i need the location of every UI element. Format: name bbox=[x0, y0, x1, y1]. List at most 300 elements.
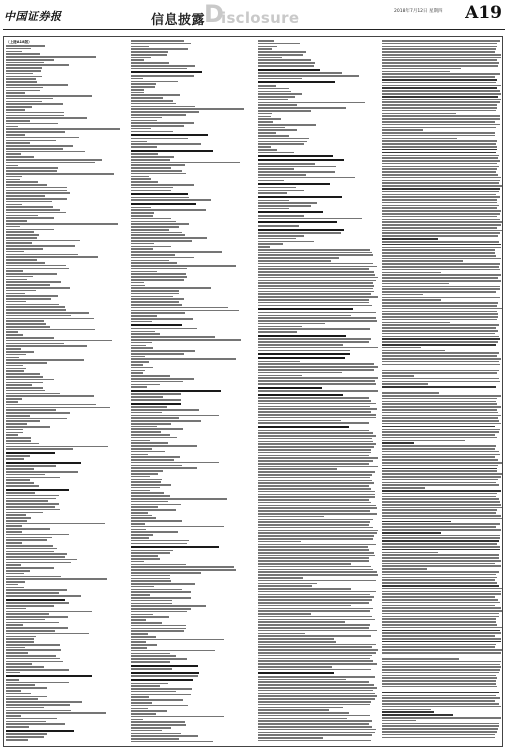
text-line bbox=[131, 203, 196, 205]
text-line bbox=[131, 290, 179, 292]
text-line bbox=[258, 257, 339, 259]
text-line bbox=[131, 668, 172, 670]
text-line bbox=[382, 57, 501, 59]
text-line bbox=[258, 505, 376, 507]
text-line bbox=[131, 312, 185, 314]
text-line bbox=[131, 733, 181, 735]
text-line bbox=[382, 395, 501, 397]
text-line bbox=[131, 251, 222, 253]
text-line bbox=[258, 344, 343, 346]
text-line bbox=[131, 164, 185, 166]
text-line bbox=[258, 530, 378, 532]
text-line bbox=[6, 528, 50, 530]
text-line bbox=[131, 434, 170, 436]
text-line bbox=[131, 226, 179, 228]
text-line bbox=[6, 512, 43, 514]
text-line bbox=[382, 437, 497, 439]
text-line bbox=[382, 635, 495, 637]
text-line bbox=[382, 381, 500, 383]
text-line bbox=[382, 168, 497, 170]
text-line bbox=[382, 669, 500, 671]
text-line bbox=[382, 370, 499, 372]
text-line bbox=[258, 260, 331, 262]
text-line bbox=[6, 726, 29, 728]
text-line bbox=[6, 573, 24, 575]
text-line bbox=[258, 541, 301, 543]
text-line bbox=[131, 454, 148, 456]
text-line bbox=[258, 132, 276, 134]
masthead bbox=[0, 0, 508, 30]
text-line bbox=[258, 174, 306, 176]
text-line bbox=[6, 373, 40, 375]
text-line bbox=[131, 378, 194, 380]
text-line bbox=[6, 636, 36, 638]
text-line bbox=[131, 529, 146, 531]
text-line bbox=[6, 723, 65, 725]
text-line bbox=[6, 379, 54, 381]
text-line bbox=[382, 280, 501, 282]
text-line bbox=[382, 191, 499, 193]
text-line bbox=[258, 143, 304, 145]
text-line bbox=[382, 291, 496, 293]
text-line bbox=[131, 705, 188, 707]
text-line bbox=[258, 357, 345, 359]
text-line bbox=[382, 560, 501, 562]
text-line bbox=[382, 445, 496, 447]
text-line bbox=[131, 501, 168, 503]
text-line bbox=[382, 412, 498, 414]
text-line bbox=[258, 546, 368, 548]
text-line bbox=[258, 93, 302, 95]
text-line bbox=[6, 179, 20, 181]
text-line bbox=[6, 187, 67, 189]
text-line bbox=[258, 676, 375, 678]
text-line bbox=[258, 535, 374, 537]
text-line bbox=[382, 664, 500, 666]
text-line bbox=[258, 249, 370, 251]
text-line bbox=[382, 59, 497, 61]
text-line bbox=[131, 675, 198, 677]
text-line bbox=[258, 460, 373, 462]
text-line bbox=[382, 420, 499, 422]
text-line bbox=[131, 484, 171, 486]
text-line bbox=[6, 489, 69, 491]
text-line bbox=[258, 452, 371, 454]
text-line bbox=[6, 429, 23, 431]
text-line bbox=[258, 190, 304, 192]
text-line bbox=[382, 260, 463, 262]
text-line bbox=[258, 113, 272, 115]
text-line bbox=[131, 399, 181, 401]
text-line bbox=[382, 207, 497, 209]
text-line bbox=[131, 114, 186, 116]
text-line bbox=[258, 271, 374, 273]
text-line bbox=[6, 368, 26, 370]
text-line bbox=[131, 162, 240, 164]
text-line bbox=[6, 644, 60, 646]
text-line bbox=[6, 301, 26, 303]
text-line bbox=[258, 387, 322, 389]
text-line bbox=[258, 624, 370, 626]
text-line bbox=[6, 624, 23, 626]
text-line bbox=[131, 653, 170, 655]
text-line bbox=[6, 251, 24, 253]
text-line bbox=[258, 666, 332, 668]
text-line bbox=[6, 64, 69, 66]
text-line bbox=[6, 198, 67, 200]
text-line bbox=[131, 625, 186, 627]
text-line bbox=[131, 268, 187, 270]
text-line bbox=[131, 683, 168, 685]
text-line bbox=[258, 124, 316, 126]
text-line bbox=[6, 534, 69, 536]
text-line bbox=[382, 182, 499, 184]
text-line bbox=[131, 81, 178, 83]
text-line bbox=[6, 440, 31, 442]
text-line bbox=[382, 720, 416, 722]
text-line bbox=[6, 498, 56, 500]
text-line bbox=[131, 339, 241, 341]
text-line bbox=[258, 127, 285, 129]
text-line bbox=[258, 149, 277, 151]
text-line bbox=[131, 181, 158, 183]
text-line bbox=[258, 729, 376, 731]
text-line bbox=[258, 732, 375, 734]
text-line bbox=[6, 226, 20, 228]
text-line bbox=[258, 715, 370, 717]
text-line bbox=[6, 395, 94, 397]
text-line bbox=[382, 709, 431, 711]
text-line bbox=[131, 630, 184, 632]
text-line bbox=[6, 323, 46, 325]
text-line bbox=[131, 523, 145, 525]
text-line bbox=[258, 690, 373, 692]
text-line bbox=[382, 386, 496, 388]
text-line bbox=[131, 456, 180, 458]
text-line bbox=[131, 94, 180, 96]
text-line bbox=[6, 531, 22, 533]
text-line bbox=[6, 304, 59, 306]
text-line bbox=[6, 231, 34, 233]
text-line bbox=[382, 454, 500, 456]
text-line bbox=[6, 148, 63, 150]
text-line bbox=[131, 296, 173, 298]
text-line bbox=[258, 681, 369, 683]
text-line bbox=[382, 717, 501, 719]
text-line bbox=[258, 718, 347, 720]
text-line bbox=[131, 100, 173, 102]
text-line bbox=[6, 87, 43, 89]
text-line bbox=[258, 426, 349, 428]
text-line bbox=[382, 389, 498, 391]
text-line bbox=[131, 504, 181, 506]
text-line bbox=[6, 387, 43, 389]
text-line bbox=[6, 51, 22, 53]
text-line bbox=[258, 51, 306, 53]
text-line bbox=[382, 462, 502, 464]
text-line bbox=[131, 531, 178, 533]
text-line bbox=[382, 110, 496, 112]
text-line bbox=[258, 383, 376, 385]
text-line bbox=[131, 304, 182, 306]
text-column-1 bbox=[6, 40, 126, 742]
text-line bbox=[258, 610, 370, 612]
text-line bbox=[6, 652, 28, 654]
text-line bbox=[131, 685, 160, 687]
text-line bbox=[382, 703, 499, 705]
text-line bbox=[131, 315, 157, 317]
text-line bbox=[382, 417, 498, 419]
text-line bbox=[131, 580, 171, 582]
text-line bbox=[382, 174, 498, 176]
text-line bbox=[258, 266, 377, 268]
text-line bbox=[6, 492, 35, 494]
text-line bbox=[6, 455, 30, 457]
text-line bbox=[382, 76, 495, 78]
text-line bbox=[131, 193, 188, 195]
text-line bbox=[382, 658, 459, 660]
section-title-en: isclosure bbox=[221, 9, 300, 27]
text-line bbox=[131, 282, 144, 284]
column-body bbox=[382, 40, 502, 738]
text-line bbox=[382, 104, 497, 106]
text-line bbox=[258, 406, 370, 408]
text-line bbox=[382, 737, 495, 739]
text-line bbox=[258, 585, 312, 587]
text-line bbox=[382, 115, 500, 117]
text-line bbox=[382, 249, 495, 251]
text-line bbox=[131, 199, 211, 201]
text-line bbox=[382, 263, 500, 265]
text-line bbox=[131, 694, 191, 696]
text-line bbox=[131, 246, 171, 248]
text-line bbox=[6, 452, 55, 454]
text-line bbox=[6, 120, 30, 122]
text-line bbox=[131, 741, 213, 742]
text-line bbox=[6, 112, 64, 114]
text-line bbox=[258, 701, 371, 703]
text-line bbox=[258, 599, 372, 601]
text-line bbox=[131, 265, 236, 267]
text-line bbox=[382, 406, 501, 408]
text-line bbox=[382, 630, 500, 632]
text-line bbox=[258, 129, 297, 131]
text-line bbox=[258, 432, 373, 434]
text-line bbox=[382, 274, 501, 276]
text-line bbox=[131, 406, 167, 408]
text-line bbox=[131, 372, 143, 374]
text-line bbox=[131, 520, 182, 522]
text-line bbox=[131, 103, 176, 105]
text-line bbox=[131, 248, 153, 250]
text-line bbox=[131, 65, 195, 67]
text-line bbox=[258, 69, 320, 71]
text-line bbox=[131, 364, 143, 366]
text-line bbox=[6, 229, 54, 231]
text-line bbox=[258, 443, 376, 445]
text-line bbox=[6, 613, 49, 615]
text-line bbox=[131, 586, 154, 588]
text-line bbox=[382, 361, 499, 363]
text-line bbox=[131, 54, 167, 56]
text-line bbox=[131, 125, 184, 127]
text-line bbox=[258, 679, 346, 681]
text-line bbox=[382, 252, 495, 254]
text-line bbox=[6, 76, 42, 78]
section-title-cn: 信息披露 bbox=[151, 13, 206, 28]
text-line bbox=[258, 121, 273, 123]
text-line bbox=[258, 200, 289, 202]
text-line bbox=[6, 605, 54, 607]
text-line bbox=[6, 109, 25, 111]
text-line bbox=[258, 524, 369, 526]
text-line bbox=[258, 672, 334, 674]
text-line bbox=[382, 96, 498, 98]
text-line bbox=[131, 345, 146, 347]
text-line bbox=[6, 663, 32, 665]
text-line bbox=[258, 652, 376, 654]
text-line bbox=[382, 132, 495, 134]
text-line bbox=[131, 128, 151, 130]
text-line bbox=[382, 171, 496, 173]
column-body bbox=[6, 45, 126, 742]
text-line bbox=[258, 192, 287, 194]
text-line bbox=[131, 716, 224, 718]
text-line bbox=[258, 608, 373, 610]
text-line bbox=[258, 720, 372, 722]
text-line bbox=[6, 192, 70, 194]
text-line bbox=[131, 512, 148, 514]
text-line bbox=[131, 350, 195, 352]
text-line bbox=[258, 88, 289, 90]
text-line bbox=[131, 156, 174, 158]
text-line bbox=[382, 429, 500, 431]
text-line bbox=[6, 506, 55, 508]
text-line bbox=[258, 394, 343, 396]
text-line bbox=[131, 120, 157, 122]
text-line bbox=[6, 142, 30, 144]
text-line bbox=[131, 310, 239, 312]
text-line bbox=[6, 248, 43, 250]
text-line bbox=[258, 698, 375, 700]
text-line bbox=[258, 707, 343, 709]
text-line bbox=[258, 46, 277, 48]
text-line bbox=[382, 266, 499, 268]
text-line bbox=[258, 155, 333, 157]
text-line bbox=[131, 150, 213, 152]
text-line bbox=[6, 340, 112, 342]
text-line bbox=[131, 260, 169, 262]
text-line bbox=[382, 423, 501, 425]
text-line bbox=[382, 482, 496, 484]
text-line bbox=[382, 644, 496, 646]
text-line bbox=[258, 57, 282, 59]
text-line bbox=[258, 221, 337, 223]
text-line bbox=[382, 728, 498, 730]
text-line bbox=[131, 207, 151, 209]
text-line bbox=[258, 532, 377, 534]
text-line bbox=[382, 607, 501, 609]
text-line bbox=[131, 384, 160, 386]
text-line bbox=[131, 679, 193, 681]
text-line bbox=[382, 322, 450, 324]
text-line bbox=[131, 442, 168, 444]
text-line bbox=[382, 202, 497, 204]
text-line bbox=[258, 263, 373, 265]
text-line bbox=[258, 166, 336, 168]
text-line bbox=[382, 680, 496, 682]
text-line bbox=[6, 287, 70, 289]
text-line bbox=[6, 434, 18, 436]
text-line bbox=[382, 93, 501, 95]
text-line bbox=[258, 291, 374, 293]
text-line bbox=[258, 353, 350, 355]
text-line bbox=[6, 641, 34, 643]
text-line bbox=[6, 382, 43, 384]
text-line bbox=[258, 254, 373, 256]
text-line bbox=[258, 168, 294, 170]
text-line bbox=[382, 585, 499, 587]
text-line bbox=[131, 321, 152, 323]
text-line bbox=[131, 333, 160, 335]
text-line bbox=[382, 526, 496, 528]
text-line bbox=[131, 92, 144, 94]
text-line bbox=[258, 441, 373, 443]
text-line bbox=[382, 509, 497, 511]
text-line bbox=[6, 320, 44, 322]
text-line bbox=[131, 367, 153, 369]
text-line bbox=[382, 473, 502, 475]
text-line bbox=[6, 672, 20, 674]
text-line bbox=[6, 254, 78, 256]
text-line bbox=[258, 482, 374, 484]
text-line bbox=[258, 560, 369, 562]
text-line bbox=[6, 220, 27, 222]
text-line bbox=[131, 555, 158, 557]
text-line bbox=[131, 361, 149, 363]
text-line bbox=[131, 467, 197, 469]
text-line bbox=[258, 544, 376, 546]
text-line bbox=[382, 507, 502, 509]
text-line bbox=[131, 540, 189, 542]
text-line bbox=[382, 241, 499, 243]
text-line bbox=[382, 65, 498, 67]
text-line bbox=[131, 575, 170, 577]
text-line bbox=[131, 71, 202, 73]
text-line bbox=[258, 466, 378, 468]
text-line bbox=[258, 438, 372, 440]
text-line bbox=[6, 259, 37, 261]
text-line bbox=[258, 527, 373, 529]
text-line bbox=[382, 341, 498, 343]
text-line bbox=[131, 526, 224, 528]
text-line bbox=[382, 666, 501, 668]
text-line bbox=[258, 116, 271, 118]
text-line bbox=[258, 177, 355, 179]
text-line bbox=[6, 739, 28, 741]
text-line bbox=[6, 736, 44, 738]
text-line bbox=[131, 143, 201, 145]
text-line bbox=[131, 658, 187, 660]
text-line bbox=[6, 567, 54, 569]
text-line bbox=[258, 463, 369, 465]
text-line bbox=[382, 375, 414, 377]
text-line bbox=[258, 474, 372, 476]
text-line bbox=[6, 165, 18, 167]
text-line bbox=[258, 235, 304, 237]
text-line bbox=[258, 740, 371, 742]
text-line bbox=[131, 661, 170, 663]
